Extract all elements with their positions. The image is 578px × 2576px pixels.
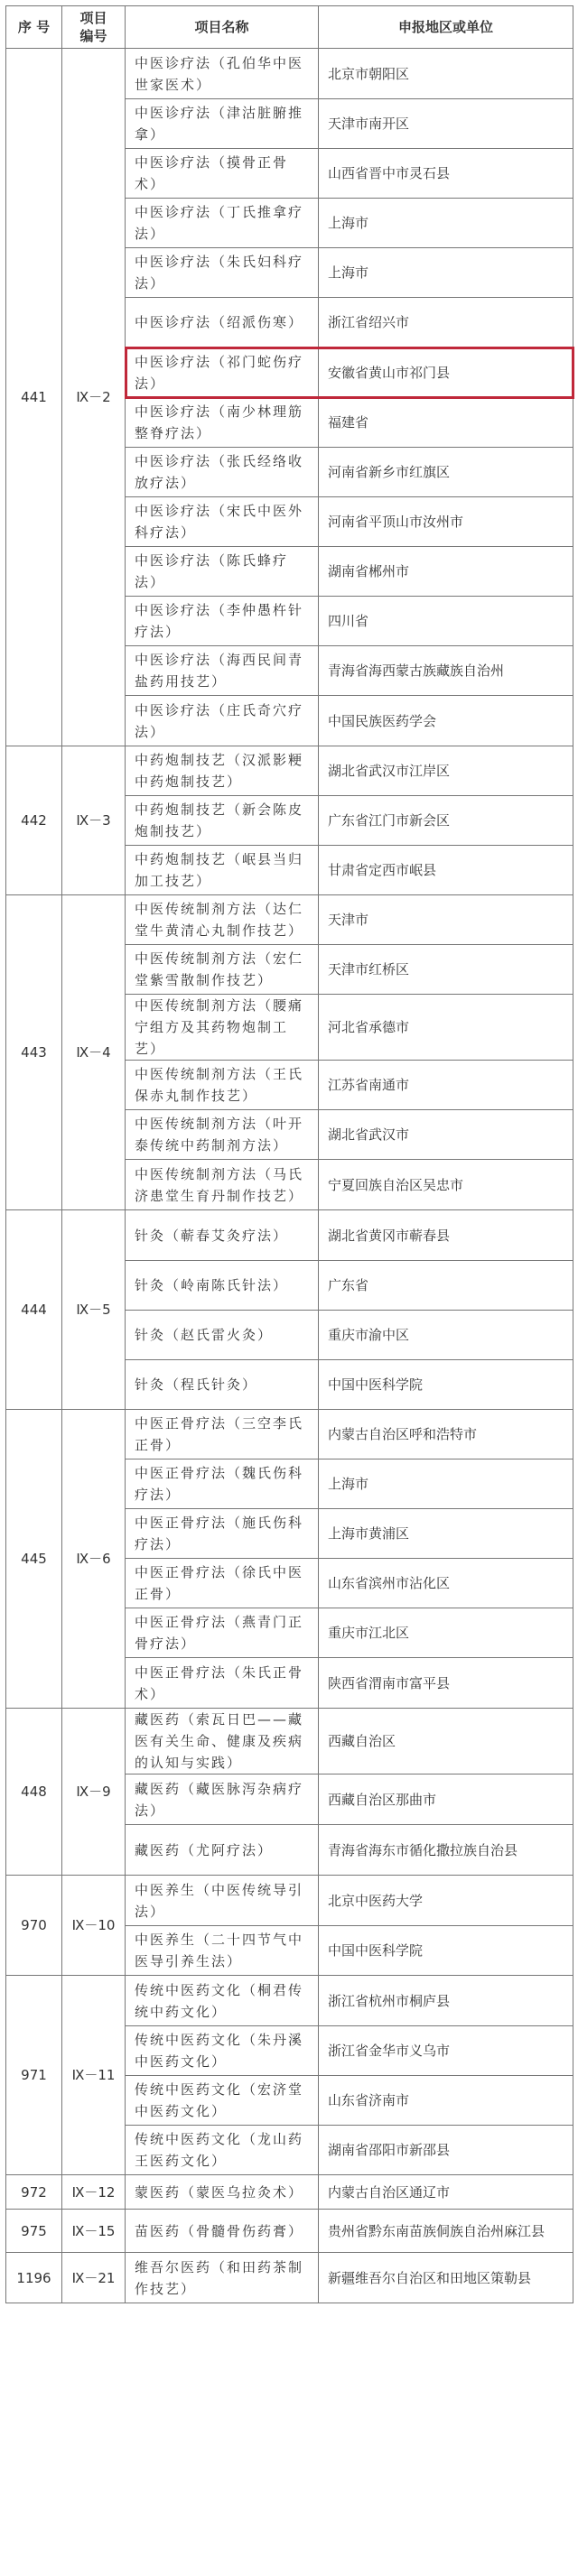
place-cell: 安徽省黄山市祁门县 xyxy=(319,347,573,398)
project-name-cell: 中医传统制剂方法（叶开泰传统中药制剂方法） xyxy=(126,1110,319,1160)
seq-cell: 448 xyxy=(6,1709,62,1876)
project-name-cell: 中医传统制剂方法（王氏保赤丸制作技艺） xyxy=(126,1061,319,1110)
project-name-cell: 传统中医药文化（龙山药王医药文化） xyxy=(126,2126,319,2175)
project-name-cell: 针灸（岭南陈氏针法） xyxy=(126,1261,319,1311)
project-name-cell: 中医正骨疗法（施氏伤科疗法） xyxy=(126,1509,319,1559)
seq-cell: 444 xyxy=(6,1210,62,1410)
place-cell: 上海市 xyxy=(319,1459,573,1509)
place-cell: 天津市 xyxy=(319,895,573,945)
seq-cell: 975 xyxy=(6,2210,62,2253)
seq-cell: 972 xyxy=(6,2175,62,2210)
place-cell: 湖北省武汉市江岸区 xyxy=(319,746,573,796)
project-code-cell: Ⅸ－9 xyxy=(62,1709,126,1876)
place-cell: 天津市红桥区 xyxy=(319,945,573,995)
project-name-cell: 中药炮制技艺（岷县当归加工技艺） xyxy=(126,846,319,895)
place-cell: 河北省承德市 xyxy=(319,995,573,1061)
project-name-cell: 中医诊疗法（宋氏中医外科疗法） xyxy=(126,497,319,547)
table-row xyxy=(6,49,573,99)
seq-cell: 443 xyxy=(6,895,62,1210)
project-name-cell: 中药炮制技艺（汉派影粳中药炮制技艺） xyxy=(126,746,319,796)
project-code-cell: Ⅸ－6 xyxy=(62,1410,126,1709)
table-header-row xyxy=(6,6,573,49)
place-cell: 宁夏回族自治区吴忠市 xyxy=(319,1160,573,1210)
table-row xyxy=(6,2175,573,2210)
place-cell: 湖北省黄冈市蕲春县 xyxy=(319,1210,573,1261)
place-cell: 湖南省邵阳市新邵县 xyxy=(319,2126,573,2175)
place-cell: 上海市 xyxy=(319,248,573,298)
project-code-cell: Ⅸ－21 xyxy=(62,2253,126,2303)
header-code: 项目 编号 xyxy=(62,6,126,49)
project-name-cell: 中医正骨疗法（徐氏中医正骨） xyxy=(126,1559,319,1608)
project-name-cell: 蒙医药（蒙医乌拉灸术） xyxy=(126,2175,319,2210)
project-code-cell: Ⅸ－11 xyxy=(62,1976,126,2175)
project-code-cell: Ⅸ－5 xyxy=(62,1210,126,1410)
project-name-cell: 中医养生（二十四节气中医导引养生法） xyxy=(126,1926,319,1976)
seq-cell: 970 xyxy=(6,1876,62,1976)
place-cell: 湖南省郴州市 xyxy=(319,547,573,597)
table-row xyxy=(6,2253,573,2303)
table-row xyxy=(6,746,573,796)
project-name-cell: 中医传统制剂方法（宏仁堂紫雪散制作技艺） xyxy=(126,945,319,995)
place-cell: 中国民族医药学会 xyxy=(319,696,573,746)
document-table-container xyxy=(5,5,573,2303)
table-body xyxy=(6,49,573,2303)
project-code-cell: Ⅸ－10 xyxy=(62,1876,126,1976)
project-name-cell: 中医正骨疗法（朱氏正骨术） xyxy=(126,1658,319,1709)
project-name-cell: 中医诊疗法（绍派伤寒） xyxy=(126,298,319,347)
place-cell: 陕西省渭南市富平县 xyxy=(319,1658,573,1709)
seq-cell: 445 xyxy=(6,1410,62,1709)
place-cell: 北京市朝阳区 xyxy=(319,49,573,99)
project-name-cell: 中医诊疗法（陈氏蜂疗法） xyxy=(126,547,319,597)
project-name-cell: 传统中医药文化（桐君传统中药文化） xyxy=(126,1976,319,2026)
project-name-cell: 中医传统制剂方法（马氏济患堂生育丹制作技艺） xyxy=(126,1160,319,1210)
table-row xyxy=(6,1976,573,2026)
project-name-cell: 中医诊疗法（摸骨正骨术） xyxy=(126,149,319,199)
project-name-cell: 中医诊疗法（丁氏推拿疗法） xyxy=(126,199,319,248)
project-name-cell: 藏医药（藏医脉泻杂病疗法） xyxy=(126,1774,319,1825)
seq-cell: 441 xyxy=(6,49,62,746)
project-name-cell: 传统中医药文化（宏济堂中医药文化） xyxy=(126,2076,319,2126)
place-cell: 山东省济南市 xyxy=(319,2076,573,2126)
header-place: 申报地区或单位 xyxy=(319,6,573,49)
project-name-cell: 针灸（程氏针灸） xyxy=(126,1360,319,1410)
place-cell: 北京中医药大学 xyxy=(319,1876,573,1926)
project-name-cell: 苗医药（骨髓骨伤药膏） xyxy=(126,2210,319,2253)
place-cell: 中国中医科学院 xyxy=(319,1360,573,1410)
place-cell: 江苏省南通市 xyxy=(319,1061,573,1110)
seq-cell: 442 xyxy=(6,746,62,895)
place-cell: 内蒙古自治区呼和浩特市 xyxy=(319,1410,573,1459)
place-cell: 内蒙古自治区通辽市 xyxy=(319,2175,573,2210)
project-code-cell: Ⅸ－3 xyxy=(62,746,126,895)
place-cell: 山东省滨州市沾化区 xyxy=(319,1559,573,1608)
place-cell: 河南省平顶山市汝州市 xyxy=(319,497,573,547)
project-name-cell: 中医诊疗法（祁门蛇伤疗法） xyxy=(126,347,319,398)
table-row xyxy=(6,1210,573,1261)
header-seq: 序 号 xyxy=(6,6,62,49)
project-code-cell: Ⅸ－2 xyxy=(62,49,126,746)
place-cell: 湖北省武汉市 xyxy=(319,1110,573,1160)
place-cell: 重庆市渝中区 xyxy=(319,1311,573,1360)
place-cell: 天津市南开区 xyxy=(319,99,573,149)
place-cell: 西藏自治区 xyxy=(319,1709,573,1774)
table-row xyxy=(6,2210,573,2253)
place-cell: 广东省江门市新会区 xyxy=(319,796,573,846)
project-name-cell: 中医正骨疗法（燕青门正骨疗法） xyxy=(126,1608,319,1658)
project-name-cell: 传统中医药文化（朱丹溪中医药文化） xyxy=(126,2026,319,2076)
project-name-cell: 中医传统制剂方法（达仁堂牛黄清心丸制作技艺） xyxy=(126,895,319,945)
place-cell: 浙江省绍兴市 xyxy=(319,298,573,347)
project-code-cell: Ⅸ－12 xyxy=(62,2175,126,2210)
place-cell: 西藏自治区那曲市 xyxy=(319,1774,573,1825)
place-cell: 浙江省杭州市桐庐县 xyxy=(319,1976,573,2026)
table-row xyxy=(6,1876,573,1926)
project-name-cell: 中医诊疗法（南少林理筋整脊疗法） xyxy=(126,398,319,448)
project-name-cell: 中药炮制技艺（新会陈皮炮制技艺） xyxy=(126,796,319,846)
project-name-cell: 中医诊疗法（孔伯华中医世家医术） xyxy=(126,49,319,99)
project-name-cell: 中医诊疗法（庄氏奇穴疗法） xyxy=(126,696,319,746)
project-name-cell: 针灸（赵氏雷火灸） xyxy=(126,1311,319,1360)
seq-cell: 971 xyxy=(6,1976,62,2175)
project-name-cell: 针灸（蕲春艾灸疗法） xyxy=(126,1210,319,1261)
place-cell: 甘肃省定西市岷县 xyxy=(319,846,573,895)
place-cell: 青海省海西蒙古族藏族自治州 xyxy=(319,646,573,696)
place-cell: 新疆维吾尔自治区和田地区策勒县 xyxy=(319,2253,573,2303)
project-name-cell: 中医诊疗法（津沽脏腑推拿） xyxy=(126,99,319,149)
project-name-cell: 维吾尔医药（和田药茶制作技艺） xyxy=(126,2253,319,2303)
header-name: 项目名称 xyxy=(126,6,319,49)
place-cell: 贵州省黔东南苗族侗族自治州麻江县 xyxy=(319,2210,573,2253)
project-code-cell: Ⅸ－15 xyxy=(62,2210,126,2253)
project-name-cell: 中医诊疗法（张氏经络收放疗法） xyxy=(126,448,319,497)
project-name-cell: 藏医药（索瓦日巴——藏医有关生命、健康及疾病的认知与实践） xyxy=(126,1709,319,1774)
project-name-cell: 中医正骨疗法（三空李氏正骨） xyxy=(126,1410,319,1459)
heritage-project-table xyxy=(5,5,573,2303)
project-name-cell: 中医养生（中医传统导引法） xyxy=(126,1876,319,1926)
table-row xyxy=(6,1410,573,1459)
place-cell: 上海市 xyxy=(319,199,573,248)
place-cell: 福建省 xyxy=(319,398,573,448)
project-name-cell: 藏医药（尤阿疗法） xyxy=(126,1825,319,1876)
seq-cell: 1196 xyxy=(6,2253,62,2303)
place-cell: 河南省新乡市红旗区 xyxy=(319,448,573,497)
project-code-cell: Ⅸ－4 xyxy=(62,895,126,1210)
place-cell: 浙江省金华市义乌市 xyxy=(319,2026,573,2076)
place-cell: 广东省 xyxy=(319,1261,573,1311)
project-name-cell: 中医诊疗法（朱氏妇科疗法） xyxy=(126,248,319,298)
table-row xyxy=(6,895,573,945)
project-name-cell: 中医传统制剂方法（腰痛宁组方及其药物炮制工艺） xyxy=(126,995,319,1061)
place-cell: 中国中医科学院 xyxy=(319,1926,573,1976)
place-cell: 上海市黄浦区 xyxy=(319,1509,573,1559)
project-name-cell: 中医正骨疗法（魏氏伤科疗法） xyxy=(126,1459,319,1509)
place-cell: 四川省 xyxy=(319,597,573,646)
table-row xyxy=(6,1709,573,1774)
place-cell: 青海省海东市循化撒拉族自治县 xyxy=(319,1825,573,1876)
project-name-cell: 中医诊疗法（海西民间青盐药用技艺） xyxy=(126,646,319,696)
place-cell: 重庆市江北区 xyxy=(319,1608,573,1658)
project-name-cell: 中医诊疗法（李仲愚杵针疗法） xyxy=(126,597,319,646)
place-cell: 山西省晋中市灵石县 xyxy=(319,149,573,199)
